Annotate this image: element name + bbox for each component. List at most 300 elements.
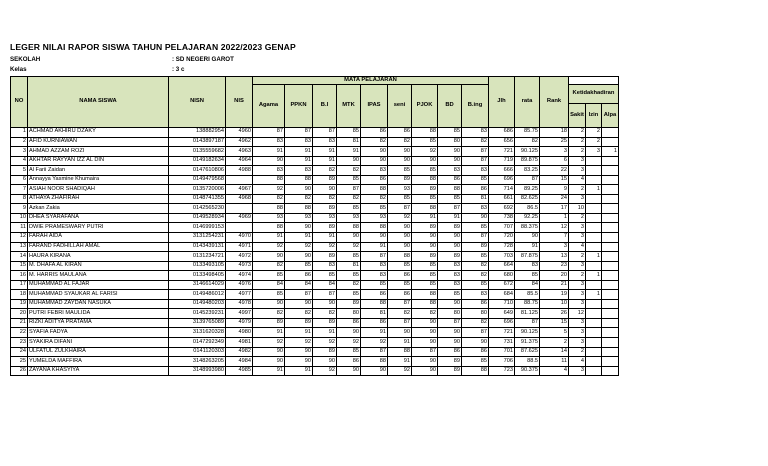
student-name: DWIE PRAMESWARY PUTRI [28, 223, 169, 233]
subject-score: 81 [361, 309, 388, 319]
student-name: AKHTAR RAYYAN IZZ AL DIN [28, 156, 169, 166]
subject-score: 88 [412, 204, 438, 214]
header-sick: Sakit [569, 104, 586, 128]
rank: 5 [540, 328, 569, 338]
student-nisn: 0145239231 [169, 309, 226, 319]
total-score: 703 [489, 252, 515, 262]
row-number: 5 [11, 166, 28, 176]
total-score: 686 [489, 128, 515, 138]
row-number: 19 [11, 299, 28, 309]
subject-score: 90 [438, 338, 462, 348]
student-nis: 4963 [226, 147, 253, 157]
subject-score: 88 [361, 299, 388, 309]
subject-score: 87 [388, 204, 412, 214]
subject-score: 85 [361, 204, 388, 214]
rank: 6 [540, 156, 569, 166]
subject-score: 90 [313, 357, 337, 367]
subject-score: 91 [388, 338, 412, 348]
average-score: 90.125 [515, 328, 540, 338]
subject-score: 81 [462, 194, 489, 204]
subject-score: 85 [462, 175, 489, 185]
row-number: 21 [11, 318, 28, 328]
student-nis: 4985 [226, 366, 253, 376]
row-number: 17 [11, 280, 28, 290]
subject-score: 90 [412, 233, 438, 243]
student-nis [226, 223, 253, 233]
subject-score: 85 [462, 252, 489, 262]
sick-count: 4 [569, 242, 586, 252]
table-row [11, 252, 619, 262]
sick-count: 3 [569, 318, 586, 328]
subject-score: 80 [438, 309, 462, 319]
student-name: FARAH AIDA [28, 233, 169, 243]
table-row [11, 366, 619, 376]
subject-score: 90 [337, 156, 361, 166]
table-row [11, 328, 619, 338]
subject-score: 81 [337, 261, 361, 271]
student-nisn: 0142565230 [169, 204, 226, 214]
student-name: M. HARRIS MAULANA [28, 271, 169, 281]
subject-score: 91 [388, 357, 412, 367]
subject-score: 88 [388, 347, 412, 357]
average-score: 89.875 [515, 156, 540, 166]
rank: 20 [540, 271, 569, 281]
student-nis [226, 175, 253, 185]
header-subject: seni [388, 85, 412, 128]
table-row [11, 194, 619, 204]
rank: 25 [540, 137, 569, 147]
subject-score: 92 [253, 338, 285, 348]
student-nisn: 138882954 [169, 128, 226, 138]
rank: 9 [540, 185, 569, 195]
sick-count: 3 [569, 166, 586, 176]
rank: 24 [540, 194, 569, 204]
subject-score: 85 [412, 137, 438, 147]
table-row [11, 280, 619, 290]
table-row [11, 357, 619, 367]
subject-score: 82 [253, 194, 285, 204]
rank: 2 [540, 338, 569, 348]
subject-score: 83 [438, 166, 462, 176]
rank: 15 [540, 175, 569, 185]
student-nisn: 0135720006 [169, 185, 226, 195]
table-row [11, 137, 619, 147]
subject-score: 90 [412, 156, 438, 166]
header-average: rata [515, 77, 540, 128]
header-subject: B.I [313, 85, 337, 128]
subject-score: 91 [361, 328, 388, 338]
sick-count: 2 [569, 128, 586, 138]
subject-score: 87 [438, 204, 462, 214]
subject-score: 82 [253, 309, 285, 319]
subject-score: 85 [337, 204, 361, 214]
header-subject: MTK [337, 85, 361, 128]
total-score: 710 [489, 299, 515, 309]
student-name: AFID KURNIAWAN [28, 137, 169, 147]
subject-score: 88 [412, 299, 438, 309]
absent-count [602, 223, 619, 233]
header-total: Jlh [489, 77, 515, 128]
subject-score: 83 [438, 261, 462, 271]
subject-score: 89 [313, 318, 337, 328]
rank: 1 [540, 213, 569, 223]
student-nis: 4974 [226, 271, 253, 281]
subject-score: 81 [337, 137, 361, 147]
subject-score: 90 [253, 347, 285, 357]
sick-count: 2 [569, 147, 586, 157]
rank: 21 [540, 280, 569, 290]
subject-score: 90 [285, 252, 313, 262]
subject-score: 86 [388, 290, 412, 300]
student-name: Azkan Zakia [28, 204, 169, 214]
subject-score: 88 [361, 357, 388, 367]
header-subject: B.ing [462, 85, 489, 128]
subject-score: 90 [388, 242, 412, 252]
student-nis: 4972 [226, 252, 253, 262]
subject-score: 80 [438, 137, 462, 147]
header-rank: Rank [540, 77, 569, 128]
sick-count: 3 [569, 328, 586, 338]
rank: 3 [540, 147, 569, 157]
student-name: HAURA KIRANA [28, 252, 169, 262]
rank: 7 [540, 233, 569, 243]
subject-score: 90 [412, 338, 438, 348]
table-row [11, 175, 619, 185]
student-nisn: 0149182634 [169, 156, 226, 166]
header-nis: NIS [226, 77, 253, 128]
subject-score: 91 [253, 233, 285, 243]
sick-count: 3 [569, 156, 586, 166]
table-row [11, 185, 619, 195]
absent-count: 1 [602, 147, 619, 157]
subject-score: 88 [361, 185, 388, 195]
subject-score: 86 [285, 271, 313, 281]
student-nisn: 0148741355 [169, 194, 226, 204]
subject-score: 82 [388, 309, 412, 319]
header-no: NO [11, 77, 28, 128]
subject-score: 90 [438, 328, 462, 338]
subject-score: 83 [285, 166, 313, 176]
subject-score: 91 [285, 147, 313, 157]
student-name: MUHAMMAD AL FAJAR [28, 280, 169, 290]
permit-count [586, 213, 602, 223]
student-nis: 4988 [226, 166, 253, 176]
subject-score: 85 [361, 280, 388, 290]
total-score: 661 [489, 194, 515, 204]
average-score: 87.875 [515, 252, 540, 262]
subject-score: 93 [388, 185, 412, 195]
subject-score: 86 [337, 357, 361, 367]
sick-count: 3 [569, 338, 586, 348]
student-name: RIZKI ADITYA PRATAMA [28, 318, 169, 328]
subject-score: 90 [462, 213, 489, 223]
total-score: 649 [489, 309, 515, 319]
subject-score: 86 [462, 347, 489, 357]
subject-score: 84 [285, 280, 313, 290]
subject-score: 87 [285, 290, 313, 300]
subject-score: 85 [388, 261, 412, 271]
average-score: 90.125 [515, 147, 540, 157]
table-row [11, 213, 619, 223]
permit-count [586, 242, 602, 252]
absent-count [602, 156, 619, 166]
subject-score: 90 [412, 328, 438, 338]
subject-score: 86 [462, 185, 489, 195]
average-score: 85.75 [515, 128, 540, 138]
student-nisn: 0133498405 [169, 271, 226, 281]
subject-score: 89 [388, 175, 412, 185]
header-nisn: NISN [169, 77, 226, 128]
student-nisn: 3148993980 [169, 366, 226, 376]
student-nis: 4967 [226, 185, 253, 195]
table-row [11, 299, 619, 309]
absent-count [602, 185, 619, 195]
row-number: 9 [11, 204, 28, 214]
permit-count [586, 299, 602, 309]
subject-score: 80 [462, 309, 489, 319]
total-score: 728 [489, 242, 515, 252]
subject-score: 89 [313, 204, 337, 214]
permit-count [586, 328, 602, 338]
student-name: ZAYANA KHASYIYA [28, 366, 169, 376]
permit-count: 3 [586, 147, 602, 157]
total-score: 706 [489, 357, 515, 367]
subject-score: 88 [438, 185, 462, 195]
grade-table [10, 76, 619, 376]
subject-score: 86 [388, 128, 412, 138]
row-number: 8 [11, 194, 28, 204]
student-nis: 4960 [226, 128, 253, 138]
table-row [11, 271, 619, 281]
total-score: 714 [489, 185, 515, 195]
row-number: 18 [11, 290, 28, 300]
header-absent: Alpa [602, 104, 619, 128]
average-score: 84 [515, 280, 540, 290]
header-permit: Izin [586, 104, 602, 128]
subject-score: 85 [253, 271, 285, 281]
student-name: MUHAMMAD SYAUKAR AL FARISI [28, 290, 169, 300]
permit-count [586, 309, 602, 319]
subject-score: 90 [285, 357, 313, 367]
subject-score: 91 [313, 147, 337, 157]
sick-count: 3 [569, 261, 586, 271]
student-nis: 4980 [226, 328, 253, 338]
average-score: 82.625 [515, 194, 540, 204]
subject-score: 86 [388, 271, 412, 281]
subject-score: 90 [388, 328, 412, 338]
subject-score: 91 [313, 233, 337, 243]
subject-score: 90 [388, 233, 412, 243]
subject-score: 90 [361, 233, 388, 243]
student-nis: 4978 [226, 299, 253, 309]
subject-score: 90 [412, 357, 438, 367]
absent-count [602, 175, 619, 185]
subject-score: 93 [361, 213, 388, 223]
subject-score: 91 [253, 147, 285, 157]
student-name: PUTRI FEBRI MAULIDA [28, 309, 169, 319]
subject-score: 89 [253, 318, 285, 328]
student-name: ACHMAD AKHIRU DZAKY [28, 128, 169, 138]
average-score: 88.375 [515, 223, 540, 233]
row-number: 14 [11, 252, 28, 262]
row-number: 24 [11, 347, 28, 357]
student-nis: 4971 [226, 242, 253, 252]
subject-score: 85 [337, 347, 361, 357]
student-nis: 4973 [226, 261, 253, 271]
permit-count [586, 318, 602, 328]
table-row [11, 156, 619, 166]
subject-score: 89 [438, 366, 462, 376]
subject-score: 87 [361, 252, 388, 262]
header-subject: IPAS [361, 85, 388, 128]
info-class-label: Kelas [10, 66, 27, 73]
average-score: 87 [515, 318, 540, 328]
sick-count: 3 [569, 233, 586, 243]
average-score: 92.25 [515, 213, 540, 223]
subject-score: 86 [462, 299, 489, 309]
subject-score: 90 [438, 233, 462, 243]
table-row [11, 242, 619, 252]
subject-score: 83 [253, 166, 285, 176]
subject-score: 88 [412, 128, 438, 138]
subject-score: 92 [313, 366, 337, 376]
subject-score: 86 [438, 175, 462, 185]
absent-count [602, 194, 619, 204]
sick-count: 3 [569, 194, 586, 204]
sick-count: 10 [569, 204, 586, 214]
subject-score: 87 [313, 290, 337, 300]
subject-score: 92 [285, 242, 313, 252]
average-score: 88.75 [515, 299, 540, 309]
subject-score: 85 [337, 271, 361, 281]
subject-score: 82 [462, 318, 489, 328]
info-class-value: : 3 c [172, 66, 185, 73]
subject-score: 85 [313, 271, 337, 281]
subject-score: 90 [285, 347, 313, 357]
total-score: 721 [489, 328, 515, 338]
student-nis: 4977 [226, 290, 253, 300]
subject-score: 84 [253, 280, 285, 290]
total-score: 680 [489, 271, 515, 281]
subject-score: 89 [438, 223, 462, 233]
subject-score: 82 [462, 137, 489, 147]
subject-score: 85 [412, 261, 438, 271]
rank: 13 [540, 252, 569, 262]
student-name: SYAFIA FADYA [28, 328, 169, 338]
sick-count: 3 [569, 366, 586, 376]
subject-score: 90 [388, 156, 412, 166]
average-score: 83.25 [515, 166, 540, 176]
absent-count [602, 213, 619, 223]
subject-score: 82 [337, 280, 361, 290]
subject-score: 85 [438, 128, 462, 138]
subject-score: 80 [337, 309, 361, 319]
average-score: 87 [515, 175, 540, 185]
student-name: ULFATUL ZULKHAIRA [28, 347, 169, 357]
permit-count [586, 366, 602, 376]
total-score: 696 [489, 175, 515, 185]
subject-score: 89 [412, 252, 438, 262]
student-nis: 4976 [226, 280, 253, 290]
permit-count [586, 166, 602, 176]
student-nisn: 0143439131 [169, 242, 226, 252]
rank: 18 [540, 128, 569, 138]
absent-count [602, 328, 619, 338]
total-score: 696 [489, 318, 515, 328]
subject-score: 86 [337, 318, 361, 328]
subject-score: 92 [337, 338, 361, 348]
rank: 10 [540, 299, 569, 309]
table-row [11, 290, 619, 300]
subject-score: 87 [388, 299, 412, 309]
student-nisn: 3146614029 [169, 280, 226, 290]
subject-score: 89 [313, 175, 337, 185]
permit-count [586, 175, 602, 185]
row-number: 20 [11, 309, 28, 319]
subject-score: 82 [337, 166, 361, 176]
subject-score: 93 [337, 213, 361, 223]
total-score: 666 [489, 166, 515, 176]
subject-score: 92 [253, 242, 285, 252]
row-number: 6 [11, 175, 28, 185]
subject-score: 83 [253, 137, 285, 147]
total-score: 719 [489, 156, 515, 166]
row-number: 15 [11, 261, 28, 271]
subject-score: 90 [337, 366, 361, 376]
average-score: 91 [515, 242, 540, 252]
subject-score: 82 [285, 309, 313, 319]
rank: 22 [540, 166, 569, 176]
subject-score: 87 [438, 318, 462, 328]
permit-count: 2 [586, 137, 602, 147]
average-score: 85 [515, 271, 540, 281]
subject-score: 86 [438, 347, 462, 357]
student-name: SYAKIRA DIFANI [28, 338, 169, 348]
average-score: 89.25 [515, 185, 540, 195]
subject-score: 88 [412, 175, 438, 185]
student-nisn: 0146999153 [169, 223, 226, 233]
average-score: 90.375 [515, 366, 540, 376]
subject-score: 87 [462, 147, 489, 157]
average-score: 87.625 [515, 347, 540, 357]
subject-score: 88 [388, 252, 412, 262]
absent-count [602, 357, 619, 367]
absent-count [602, 347, 619, 357]
permit-count: 1 [586, 271, 602, 281]
subject-score: 84 [313, 280, 337, 290]
subject-score: 82 [361, 194, 388, 204]
subject-score: 91 [412, 213, 438, 223]
student-nis: 4969 [226, 213, 253, 223]
average-score: 90 [515, 233, 540, 243]
page-title: LEGER NILAI RAPOR SISWA TAHUN PELAJARAN 2022/2023 GENAP [10, 42, 296, 52]
total-score: 684 [489, 290, 515, 300]
absent-count [602, 128, 619, 138]
total-score: 701 [489, 347, 515, 357]
subject-score: 90 [412, 318, 438, 328]
student-name: FARAND FADHILLAH AMAL [28, 242, 169, 252]
subject-score: 91 [253, 328, 285, 338]
table-row [11, 338, 619, 348]
info-school-value: : SD NEGERI GAROT [172, 56, 234, 63]
student-nisn: 0135559682 [169, 147, 226, 157]
subject-score: 89 [285, 318, 313, 328]
row-number: 7 [11, 185, 28, 195]
subject-score: 91 [361, 242, 388, 252]
student-nisn: 0141120303 [169, 347, 226, 357]
absent-count [602, 309, 619, 319]
subject-score: 83 [361, 166, 388, 176]
